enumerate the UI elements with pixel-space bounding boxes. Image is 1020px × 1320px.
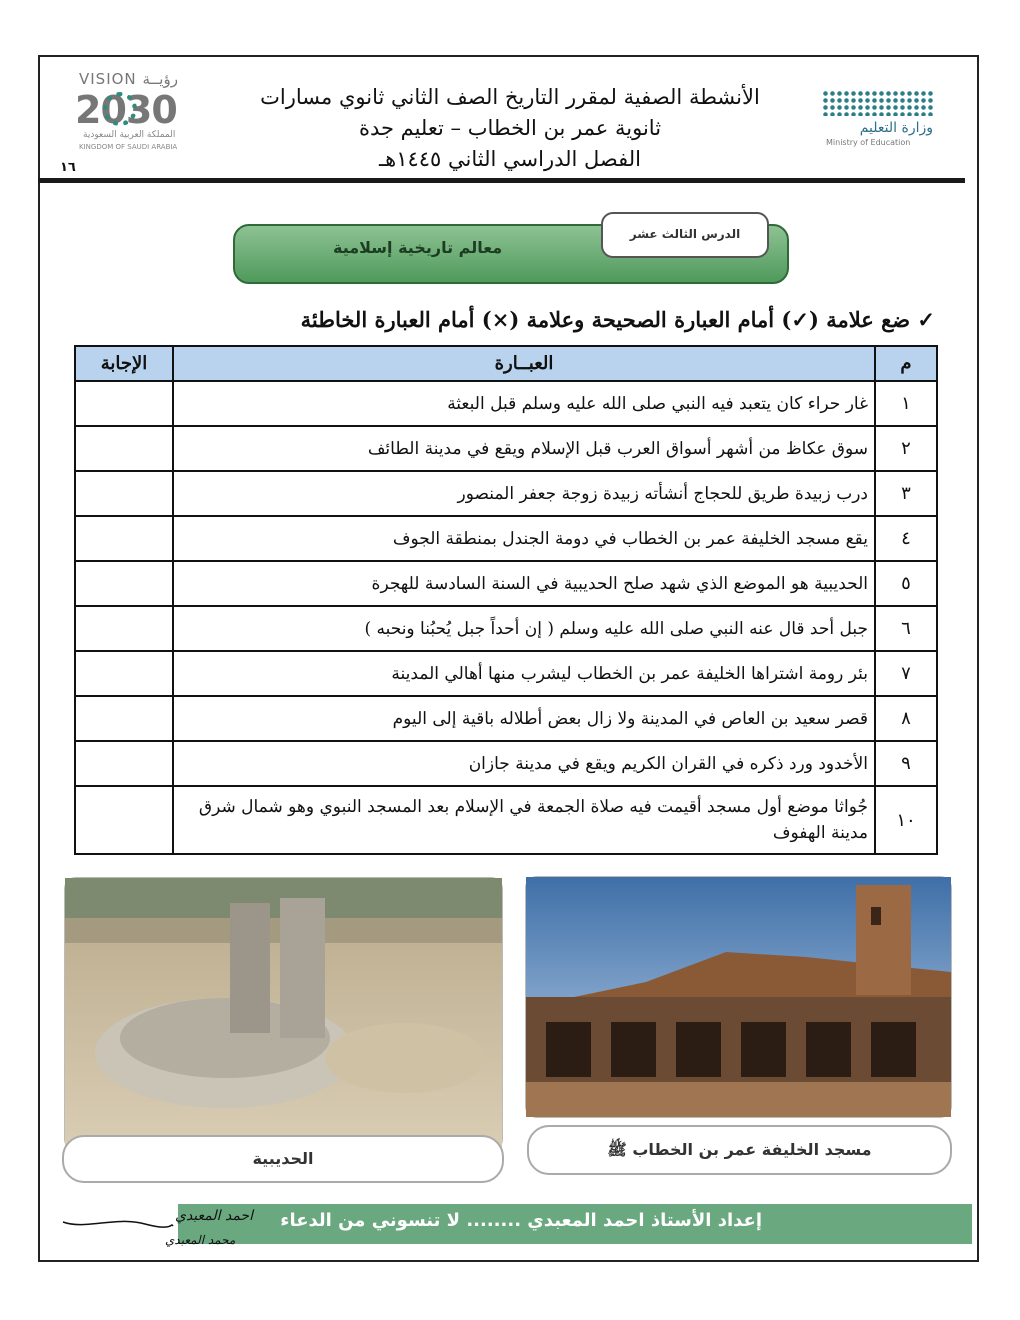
answer-cell[interactable] (75, 696, 173, 741)
row-statement: قصر سعيد بن العاص في المدينة ولا زال بعض أطلاله باقية إلى اليوم (173, 696, 875, 741)
table-header-row (75, 346, 937, 381)
footer-bar (178, 1204, 972, 1244)
row-statement: سوق عكاظ من أشهر أسواق العرب قبل الإسلام ويقع في مدينة الطائف (173, 426, 875, 471)
header-num: م (875, 346, 937, 381)
row-statement: جُواثا موضع أول مسجد أقيمت فيه صلاة الجمعة في الإسلام بعد المسجد النبوي وهو شمال شرق مدينة الهفوف (173, 786, 875, 854)
row-statement: بئر رومة اشتراها الخليفة عمر بن الخطاب ليشرب منها أهالي المدينة (173, 651, 875, 696)
ministry-name-en: Ministry of Education (826, 138, 911, 147)
header-line-2: ثانوية عمر بن الخطاب – تعليم جدة (358, 116, 662, 140)
row-statement: الأخدود ورد ذكره في القران الكريم ويقع في مدينة جازان (173, 741, 875, 786)
row-number: ٤ (875, 516, 937, 561)
table-row (75, 696, 937, 741)
footer-text: إعداد الأستاذ احمد المعبدي ........ لا تنسوني من الدعاء (280, 1210, 762, 1231)
row-statement: درب زبيدة طريق للحجاج أنشأته زبيدة زوجة جعفر المنصور (173, 471, 875, 516)
row-number: ١٠ (875, 786, 937, 854)
row-number: ٥ (875, 561, 937, 606)
header-rule (38, 178, 965, 183)
answer-cell[interactable] (75, 561, 173, 606)
table-row (75, 381, 937, 426)
omar-mosque-caption: مسجد الخليفة عمر بن الخطاب ﷺ (527, 1125, 952, 1175)
table-row (75, 741, 937, 786)
row-number: ١ (875, 381, 937, 426)
row-statement: جبل أحد قال عنه النبي صلى الله عليه وسلم ( إن أحداً جبل يُحبُنا ونحبه ) (173, 606, 875, 651)
true-false-table (74, 345, 938, 855)
hudaybiyah-caption: الحديبية (62, 1135, 504, 1183)
row-statement: الحديبية هو الموضع الذي شهد صلح الحديبية في السنة السادسة للهجرة (173, 561, 875, 606)
vision-2030-logo (73, 70, 198, 160)
header-line-3: الفصل الدراسي الثاني ١٤٤٥هـ (378, 147, 641, 171)
answer-cell[interactable] (75, 426, 173, 471)
row-number: ٢ (875, 426, 937, 471)
vision-ring-icon (103, 92, 137, 126)
lesson-banner (233, 224, 789, 284)
answer-cell[interactable] (75, 651, 173, 696)
row-number: ٦ (875, 606, 937, 651)
row-number: ٨ (875, 696, 937, 741)
row-statement: يقع مسجد الخليفة عمر بن الخطاب في دومة الجندل بمنطقة الجوف (173, 516, 875, 561)
table-row (75, 606, 937, 651)
table-row (75, 651, 937, 696)
signature-line-1: احمد المعبدي (175, 1208, 253, 1224)
lesson-title: معالم تاريخية إسلامية (333, 238, 503, 257)
header-statement: العبــارة (173, 346, 875, 381)
vision-word: VISION رؤيــة (79, 70, 178, 88)
answer-cell[interactable] (75, 471, 173, 516)
vision-kingdom-en: KINGDOM OF SAUDI ARABIA (79, 143, 178, 151)
answer-cell[interactable] (75, 786, 173, 854)
vision-kingdom-ar: المملكة العربية السعودية (83, 130, 176, 140)
table-row (75, 561, 937, 606)
answer-cell[interactable] (75, 741, 173, 786)
answer-cell[interactable] (75, 516, 173, 561)
signature-line-2: محمد المعبدي (165, 1233, 236, 1247)
header-line-1: الأنشطة الصفية لمقرر التاريخ الصف الثاني ثانوي مسارات (260, 85, 760, 109)
vision-year: 2030 (75, 88, 177, 132)
table-row (75, 786, 937, 854)
row-number: ٧ (875, 651, 937, 696)
page-number: ١٦ (60, 160, 76, 175)
ministry-of-education-logo (822, 90, 937, 150)
row-number: ٩ (875, 741, 937, 786)
answer-cell[interactable] (75, 381, 173, 426)
table-row (75, 516, 937, 561)
lesson-number-tab: الدرس الثالث عشر (601, 212, 769, 258)
omar-mosque-photo (525, 876, 952, 1118)
ministry-name-ar: وزارة التعليم (859, 120, 933, 136)
signature (55, 1200, 253, 1250)
table-row (75, 426, 937, 471)
row-number: ٣ (875, 471, 937, 516)
row-statement: غار حراء كان يتعبد فيه النبي صلى الله عليه وسلم قبل البعثة (173, 381, 875, 426)
header-title-block (240, 82, 780, 175)
hudaybiyah-photo (64, 877, 503, 1151)
header-answer: الإجابة (75, 346, 173, 381)
instruction-text: ✓ ضع علامة (✓) أمام العبارة الصحيحة وعلامة (×) أمام العبارة الخاطئة (300, 307, 935, 332)
table-row (75, 471, 937, 516)
answer-cell[interactable] (75, 606, 173, 651)
ministry-dots-icon (822, 90, 934, 116)
